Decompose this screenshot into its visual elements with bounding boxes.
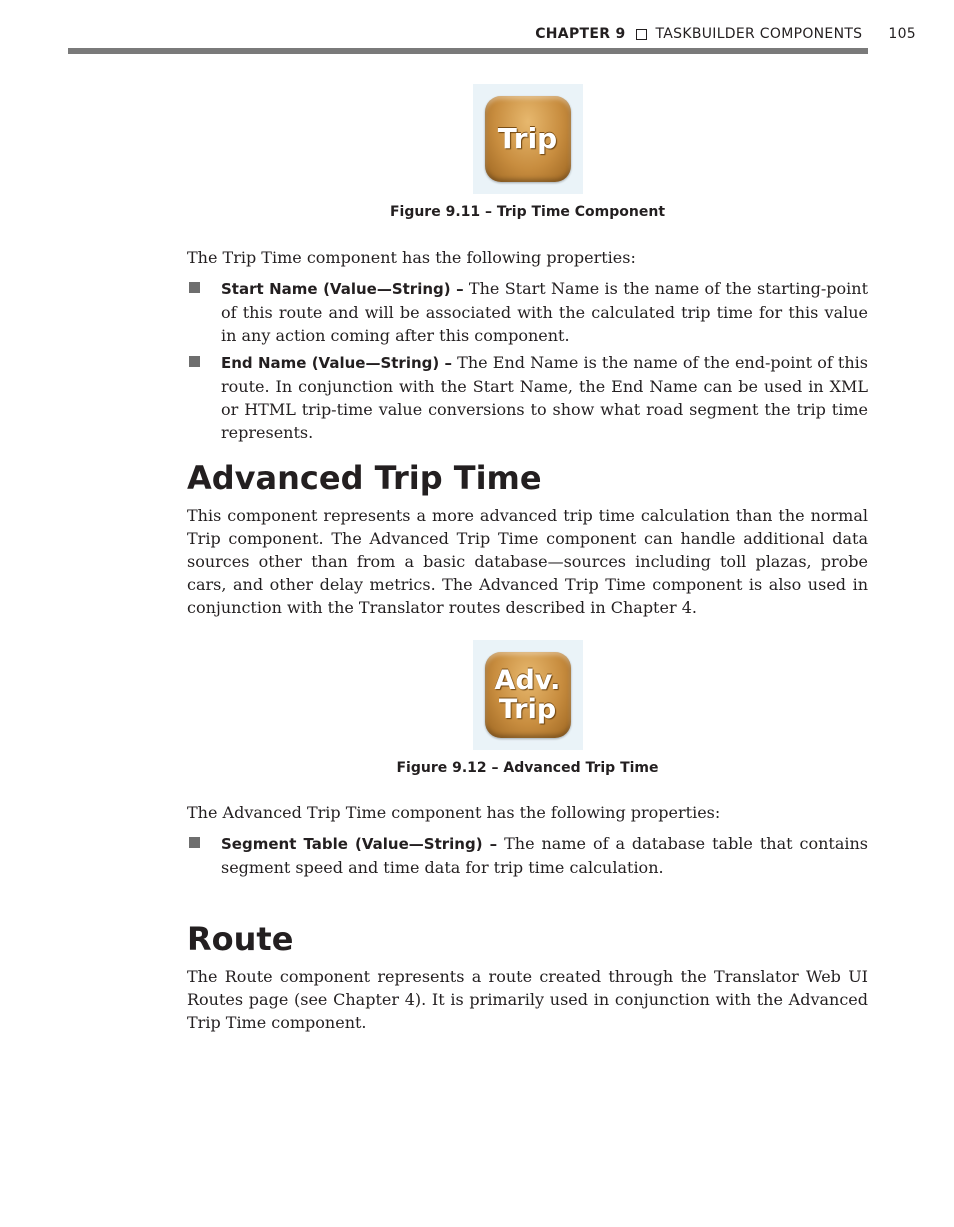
figure-9-11 <box>187 84 868 220</box>
trip-icon-text: Trip <box>497 122 558 155</box>
property-term: Start Name (Value—String) – <box>221 280 464 298</box>
section-label: TASKBUILDER COMPONENTS <box>655 26 863 42</box>
trip-properties <box>187 246 868 448</box>
section-heading: Advanced Trip Time <box>187 459 542 497</box>
list-item <box>187 351 868 444</box>
separator-box <box>636 29 647 40</box>
list-item <box>187 832 868 879</box>
property-term: Segment Table (Value—String) – <box>221 835 498 853</box>
figure-caption: Figure 9.11 – Trip Time Component <box>389 204 666 220</box>
trip-icon <box>485 96 571 182</box>
figure-9-12 <box>187 640 868 776</box>
running-head <box>535 26 916 42</box>
section-paragraph: This component represents a more advanced trip time calculation than the normal Trip component. The Advanced Trip Time component can handle additional data sources other than from a basic database—sources including toll plazas, probe cars, and other delay metrics. The Advanced Trip Time component is also used in conjunction with the Translator routes described in Chapter 4. <box>187 506 868 617</box>
figure-caption: Figure 9.12 – Advanced Trip Time <box>396 760 659 776</box>
trip-icon-image <box>473 84 583 194</box>
advanced-trip-time-section <box>187 460 868 619</box>
adv-trip-icon <box>485 652 571 738</box>
adv-property-list <box>187 832 868 879</box>
property-term: End Name (Value—String) – <box>221 354 453 372</box>
adv-properties <box>187 801 868 883</box>
property-text: The name of a database table that contains segment speed and time data for trip time calculation. <box>221 834 868 877</box>
trip-intro: The Trip Time component has the following properties: <box>187 248 636 267</box>
trip-property-list <box>187 277 868 444</box>
adv-trip-icon-line2: Trip <box>498 694 557 725</box>
property-text: The Start Name is the name of the starting-point of this route and will be associated with the calculated trip time for this value in any action coming after this component. <box>221 279 869 345</box>
section-heading: Route <box>187 920 294 958</box>
section-paragraph: The Route component represents a route created through the Translator Web UI Routes page (see Chapter 4). It is primarily used in conjunction with the Advanced Trip Time component. <box>187 967 868 1032</box>
bullet-icon <box>189 282 200 293</box>
adv-trip-icon-line1: Adv. <box>494 665 561 696</box>
chapter-label: CHAPTER 9 <box>535 26 626 42</box>
list-item <box>187 277 868 347</box>
route-section <box>187 921 868 1034</box>
bullet-icon <box>189 837 200 848</box>
property-text: The End Name is the name of the end-point of this route. In conjunction with the Start Name, the End Name can be used in XML or HTML trip-time value conversions to show what road segment the trip time represents. <box>221 353 868 442</box>
adv-trip-icon-image <box>473 640 583 750</box>
page-number: 105 <box>888 26 916 42</box>
adv-intro: The Advanced Trip Time component has the following properties: <box>187 803 721 822</box>
bullet-icon <box>189 356 200 367</box>
header-rule <box>68 48 868 54</box>
